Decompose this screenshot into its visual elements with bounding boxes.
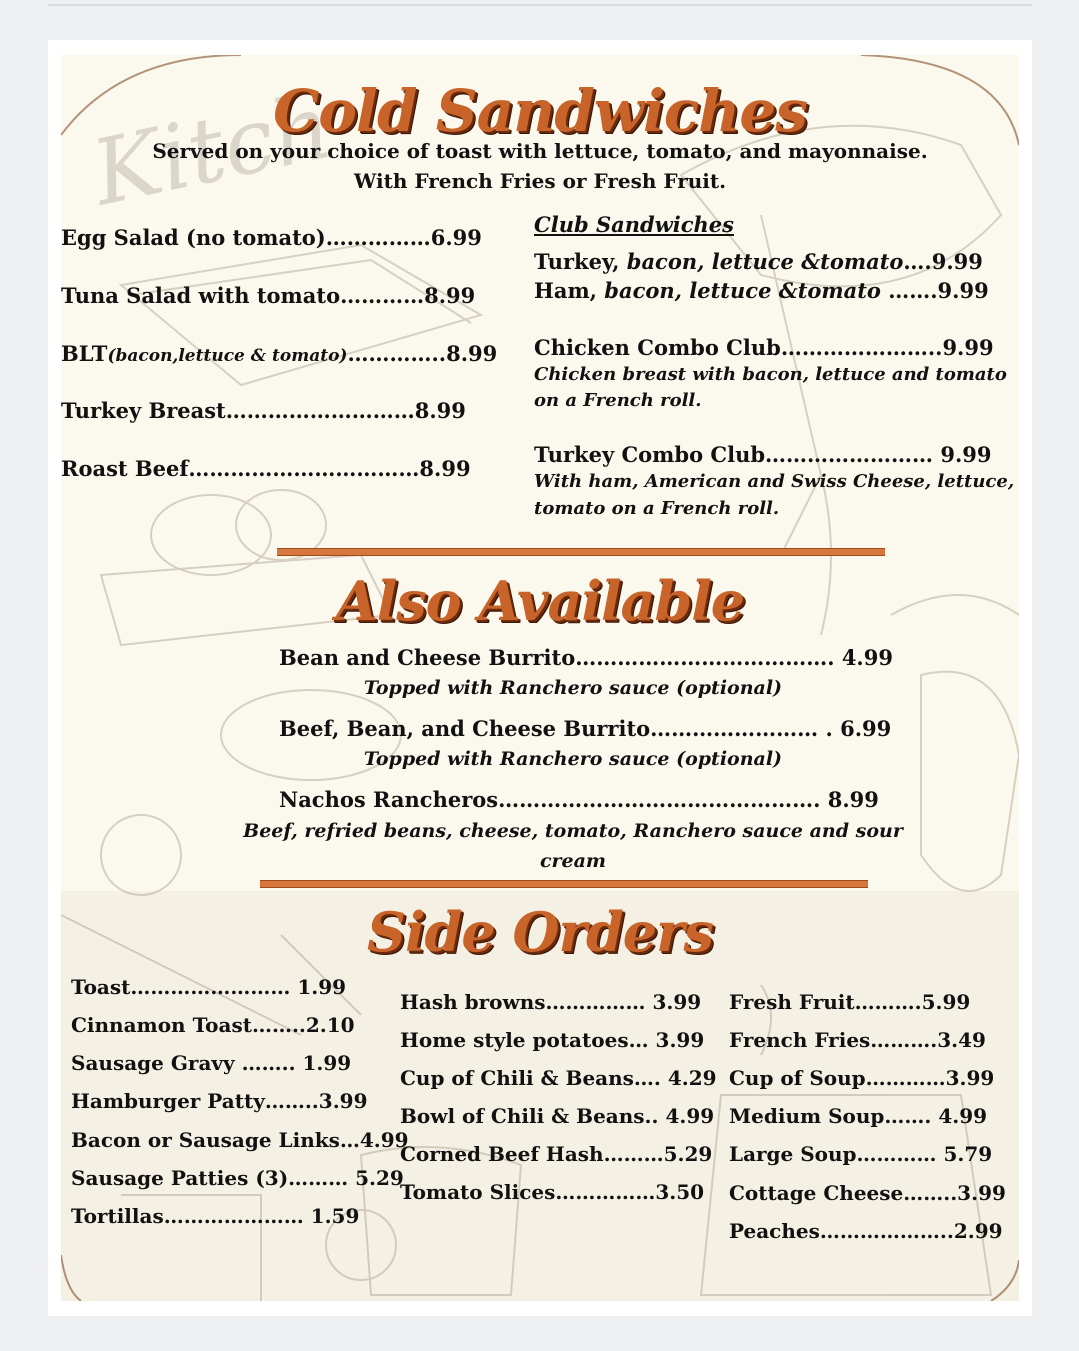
chicken-combo-desc-2: on a French roll. xyxy=(534,390,702,411)
club-turkey-rest: bacon, lettuce &tomato xyxy=(626,249,904,274)
side-item: Hash browns…………… 3.99 xyxy=(400,990,702,1014)
side-item: Large Soup………… 5.79 xyxy=(729,1142,993,1166)
side-item: Medium Soup……. 4.99 xyxy=(729,1104,988,1128)
side-item: Bowl of Chili & Beans.. 4.99 xyxy=(400,1104,715,1128)
blt-price: …………..8.99 xyxy=(347,341,498,366)
side-item: Toast…………………… 1.99 xyxy=(71,975,347,999)
club-ham-label: Ham, xyxy=(534,278,605,303)
svg-text:Kitch: Kitch xyxy=(83,73,341,227)
side-item: Cup of Soup…………3.99 xyxy=(729,1066,995,1090)
cold-sandwiches-title: Cold Sandwiches xyxy=(273,77,807,145)
turkey-combo-club: Turkey Combo Club…………………… 9.99 xyxy=(534,442,992,467)
side-item: Cup of Chili & Beans…. 4.29 xyxy=(400,1066,717,1090)
side-item: Hamburger Patty……..3.99 xyxy=(71,1089,368,1113)
club-ham-price: …….9.99 xyxy=(888,278,989,303)
side-item: French Fries……….3.49 xyxy=(729,1028,986,1052)
turkey-combo-desc-1: With ham, American and Swiss Cheese, lettuce, xyxy=(534,471,1015,492)
menu-item-roast-beef: Roast Beef……………………………8.99 xyxy=(61,456,471,481)
menu-paper xyxy=(61,55,1019,1301)
top-divider xyxy=(48,4,1032,6)
side-item: Corned Beef Hash………5.29 xyxy=(400,1142,713,1166)
section-divider-1 xyxy=(277,548,885,556)
club-turkey-price: ….9.99 xyxy=(903,249,983,274)
blt-note: (bacon,lettuce & tomato) xyxy=(107,346,348,366)
side-orders-title: Side Orders xyxy=(367,900,713,964)
chicken-combo-club: Chicken Combo Club…………………..9.99 xyxy=(534,335,994,360)
menu-page xyxy=(48,40,1032,1316)
also-item-beef-burrito-desc: Topped with Ranchero sauce (optional) xyxy=(363,748,783,770)
cold-sandwiches-subtitle-2: With French Fries or Fresh Fruit. xyxy=(353,169,727,193)
section-divider-2 xyxy=(260,880,868,888)
also-item-nachos: Nachos Rancheros………………………………………. 8.99 xyxy=(279,787,879,812)
side-item: Peaches………………..2.99 xyxy=(729,1219,1003,1243)
side-item: Cinnamon Toast……..2.10 xyxy=(71,1013,355,1037)
also-item-bean-burrito-desc: Topped with Ranchero sauce (optional) xyxy=(363,677,783,699)
also-item-beef-burrito: Beef, Bean, and Cheese Burrito…………………… . 6.99 xyxy=(279,716,892,741)
chicken-combo-desc-1: Chicken breast with bacon, lettuce and tomato xyxy=(534,364,1007,385)
also-item-bean-burrito: Bean and Cheese Burrito………………………………. 4.99 xyxy=(279,645,893,670)
blt-label: BLT xyxy=(61,341,108,366)
side-item: Sausage Patties (3)……… 5.29 xyxy=(71,1166,404,1190)
side-item: Home style potatoes… 3.99 xyxy=(400,1028,705,1052)
turkey-combo-desc-2: tomato on a French roll. xyxy=(534,498,780,519)
side-item: Bacon or Sausage Links…4.99 xyxy=(71,1128,409,1152)
side-item: Cottage Cheese……..3.99 xyxy=(729,1181,1006,1205)
club-sandwiches-heading: Club Sandwiches xyxy=(534,212,734,237)
also-item-nachos-desc: Beef, refried beans, cheese, tomato, Ranchero sauce and sour xyxy=(243,820,903,842)
club-turkey-label: Turkey, xyxy=(534,249,627,274)
menu-item-turkey-breast: Turkey Breast………………………8.99 xyxy=(61,398,466,423)
side-item: Tomato Slices……………3.50 xyxy=(400,1180,705,1204)
club-item-ham xyxy=(534,278,989,303)
also-item-nachos-desc-2: cream xyxy=(539,850,607,872)
club-ham-rest: bacon, lettuce &tomato xyxy=(604,278,889,303)
also-available-title: Also Available xyxy=(335,569,745,633)
cold-sandwiches-subtitle-1: Served on your choice of toast with lettuce, tomato, and mayonnaise. xyxy=(152,139,928,163)
menu-item-egg-salad: Egg Salad (no tomato)……………6.99 xyxy=(61,225,482,250)
side-item: Sausage Gravy …….. 1.99 xyxy=(71,1051,352,1075)
menu-item-blt xyxy=(61,341,497,366)
side-item: Tortillas………………… 1.59 xyxy=(71,1204,360,1228)
club-item-turkey xyxy=(534,249,983,274)
side-item: Fresh Fruit……….5.99 xyxy=(729,990,971,1014)
menu-item-tuna-salad: Tuna Salad with tomato…………8.99 xyxy=(61,283,476,308)
